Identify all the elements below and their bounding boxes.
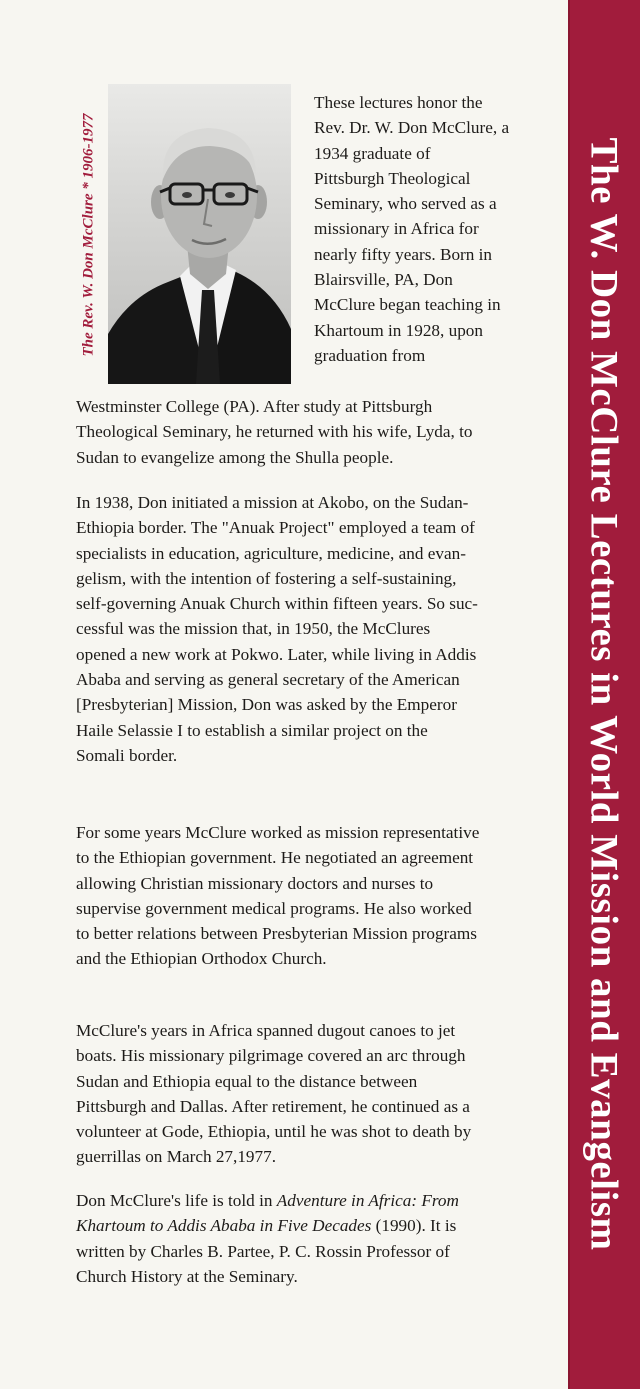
paragraph-line: [Presbyterian] Mission, Don was asked by the Emperor [76,695,457,715]
paragraph-line: gelism, with the intention of fostering a self-sustaining, [76,568,457,588]
intro-paragraph-continued [76,394,556,470]
intro-line: Rev. Dr. W. Don McClure, a [314,118,510,138]
text-segment: Don McClure's life is told in [76,1191,277,1210]
paragraph-book-reference [76,1188,560,1289]
paragraph-line: opened a new work at Pokwo. Later, while living in Addis [76,644,477,664]
paragraph-anuak-project [76,490,560,768]
intro-line: 1934 graduate of [314,143,431,163]
paragraph-line: to the Ethiopian government. He negotiated an agreement [76,848,474,868]
paragraph-years-in-africa [76,1018,560,1170]
paragraph-line: specialists in education, agriculture, medicine, and evan- [76,543,466,563]
intro-line: graduation from [314,345,426,365]
paragraph-ethiopian-government [76,820,560,972]
paragraph-line: For some years McClure worked as mission representative [76,823,480,842]
intro-line: missionary in Africa for [314,219,479,239]
paragraph-line: Church History at the Seminary. [76,1266,298,1286]
paragraph-line [76,1188,560,1213]
portrait-photo [108,84,291,384]
paragraph-line: McClure's years in Africa spanned dugout canoes to jet [76,1021,456,1040]
intro-line: McClure began teaching in [314,295,501,315]
intro-line: Blairsville, PA, Don [314,270,453,290]
paragraph-line: Sudan and Ethiopia equal to the distance between [76,1071,418,1091]
paragraph-line: and the Ethiopian Orthodox Church. [76,949,327,969]
paragraph-line [76,1213,560,1238]
paragraph-line: boats. His missionary pilgrimage covered an arc through [76,1046,466,1066]
paragraph-line: In 1938, Don initiated a mission at Akobo, on the Sudan- [76,493,469,512]
paragraph-line: to better relations between Presbyterian Mission programs [76,924,477,944]
intro-line: These lectures honor the [314,93,483,112]
book-title: Khartoum to Addis Ababa in Five Decades [76,1216,372,1236]
paragraph-line: guerrillas on March 27,1977. [76,1147,276,1167]
text-segment: (1990). It is [371,1216,457,1236]
photo-caption: The Rev. W. Don McClure * 1906-1977 [80,113,97,357]
intro-line: Sudan to evangelize among the Shulla people. [76,447,394,467]
paragraph-line: written by Charles B. Partee, P. C. Rossin Professor of [76,1241,450,1261]
intro-line: Khartoum in 1928, upon [314,320,483,340]
intro-line: nearly fifty years. Born in [314,244,493,264]
intro-line: Seminary, who served as a [314,194,497,214]
intro-line: Westminster College (PA). After study at Pittsburgh [76,397,433,416]
vertical-title: The W. Don McClure Lectures in World Mission and Evangelism [582,137,626,1251]
intro-line: Pittsburgh Theological [314,168,471,188]
paragraph-line: supervise government medical programs. He also worked [76,898,472,918]
paragraph-line: Somali border. [76,745,178,765]
paragraph-line: Pittsburgh and Dallas. After retirement, he continued as a [76,1096,470,1116]
paragraph-line: volunteer at Gode, Ethiopia, until he was shot to death by [76,1122,472,1142]
intro-line: Theological Seminary, he returned with his wife, Lyda, to [76,422,473,442]
paragraph-line: Haile Selassie I to establish a similar project on the [76,720,428,740]
paragraph-line: self-governing Anuak Church within fifteen years. So suc- [76,594,478,614]
book-title: Adventure in Africa: From [276,1191,459,1210]
paragraph-line: cessful was the mission that, in 1950, the McClures [76,619,431,639]
paragraph-line: allowing Christian missionary doctors and nurses to [76,873,434,893]
intro-paragraph [314,90,554,368]
paragraph-line: Ababa and serving as general secretary of the American [76,670,460,690]
paragraph-line: Ethiopia border. The "Anuak Project" employed a team of [76,518,475,538]
